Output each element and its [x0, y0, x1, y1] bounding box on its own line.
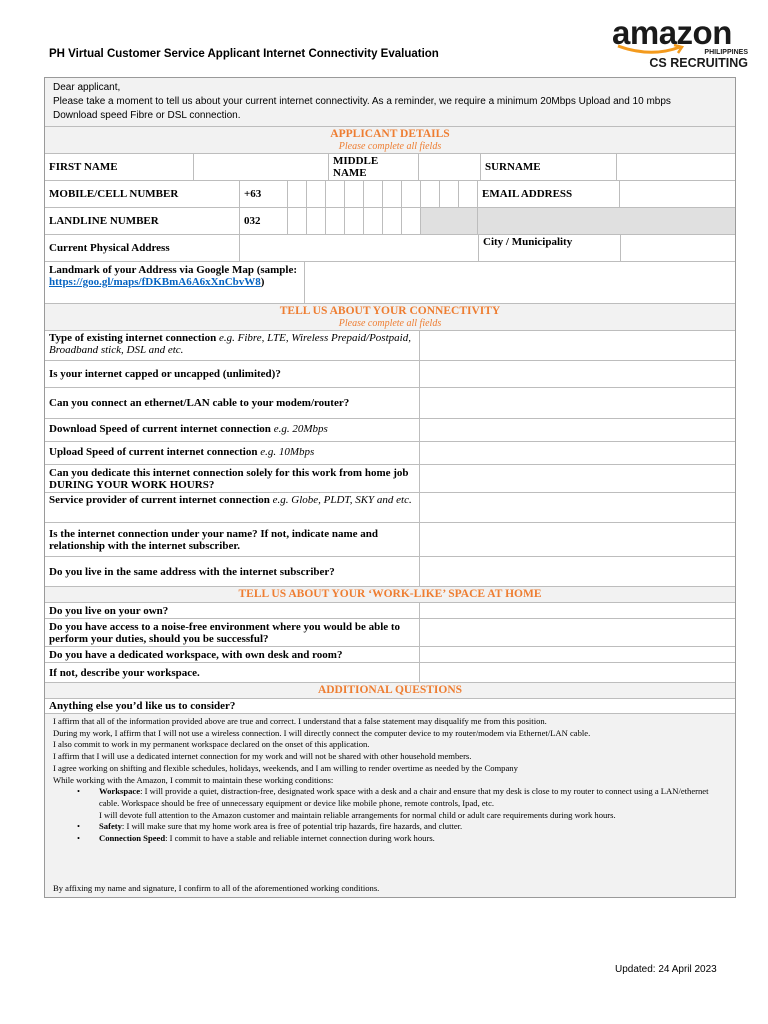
condition-text: : I commit to have a stable and reliable internet connection during work hours.: [165, 833, 435, 844]
question-row: [45, 464, 735, 492]
applicant-heading: APPLICANT DETAILS: [330, 128, 450, 140]
question-label: [45, 493, 419, 522]
signature-spacer: [53, 845, 727, 883]
first-name-label: FIRST NAME: [49, 161, 118, 173]
workspace-section-header: [45, 587, 735, 602]
question-label: [45, 419, 419, 441]
landmark-label-close: ): [260, 276, 265, 288]
amazon-cs-recruiting-logo: [606, 14, 756, 72]
intro-line-1: Please take a moment to tell us about your current internet connectivity. As a reminder, we require a minimum 20Mbps Upload and 10 mbps: [53, 96, 671, 107]
question-text: Can you connect an ethernet/LAN cable to your modem/router?: [49, 397, 350, 409]
additional-question-row: [45, 698, 735, 713]
intro-greeting: Dear applicant,: [53, 82, 121, 93]
question-row: [45, 602, 735, 618]
answer-field[interactable]: [419, 603, 735, 618]
question-example: e.g. Fibre, LTE, Wireless Prepaid/Postpaid, Broadband stick, DSL and etc.: [49, 332, 411, 356]
question-row: [45, 492, 735, 522]
landline-digit-box[interactable]: [363, 208, 382, 234]
answer-field[interactable]: [419, 663, 735, 682]
question-row: [45, 441, 735, 464]
question-row: [45, 418, 735, 441]
landmark-label: [45, 262, 304, 303]
mobile-digit-box[interactable]: [420, 181, 439, 207]
question-text: Service provider of current internet connection: [49, 494, 270, 506]
question-row: [45, 387, 735, 418]
landmark-sample-link[interactable]: https://goo.gl/maps/fDKBmA6A6xXnCbvW8: [49, 276, 261, 288]
question-text: Is the internet connection under your name? If not, indicate name and relationship with the internet subscriber.: [49, 527, 378, 552]
first-name-field[interactable]: [193, 154, 328, 180]
answer-field[interactable]: [419, 647, 735, 662]
logo-country: PHILIPPINES: [704, 49, 748, 56]
answer-field[interactable]: [419, 442, 735, 464]
landline-digit-box[interactable]: [401, 208, 420, 234]
question-row: [45, 556, 735, 586]
mobile-row: [45, 180, 735, 207]
question-text: Is your internet capped or uncapped (unlimited)?: [49, 368, 281, 380]
address-label: Current Physical Address: [49, 242, 170, 254]
middle-name-label: MIDDLE NAME: [328, 154, 418, 180]
landmark-field[interactable]: [304, 262, 735, 303]
question-text: Can you dedicate this internet connection solely for this work from home job DURING YOUR WORK HOURS?: [49, 466, 409, 491]
condition-item: [99, 786, 727, 809]
condition-extra-line: I will devote full attention to the Amazon customer and maintain reliable arrangements for normal child or adult care requirements during work hours.: [99, 809, 616, 820]
mobile-digit-box[interactable]: [382, 181, 401, 207]
affirmation-line: While working with the Amazon, I commit to maintain these working conditions:: [53, 774, 334, 785]
mobile-label: MOBILE/CELL NUMBER: [49, 188, 179, 200]
affirmations-block: [45, 714, 735, 897]
mobile-digit-box[interactable]: [458, 181, 477, 207]
conditions-list: [53, 786, 727, 809]
landline-digit-box[interactable]: [287, 208, 306, 234]
landline-digit-box[interactable]: [382, 208, 401, 234]
affirmations-row: [45, 713, 735, 897]
landline-unused-cell: [420, 208, 477, 234]
landmark-row: [45, 261, 735, 303]
landline-digit-box[interactable]: [344, 208, 363, 234]
connectivity-section-header: [45, 304, 735, 330]
answer-field[interactable]: [419, 557, 735, 586]
question-row: [45, 360, 735, 387]
mobile-prefix: +63: [239, 181, 287, 207]
condition-text: : I will provide a quiet, distraction-free, designated work space with a desk and a chair and ensure that my desk is close to my router to connect using a LAN/ethernet cable. Workspace should be free of unnecessary equipment or device like mobile phone, remote controls, Ipad, etc.: [99, 786, 709, 808]
smile-arrow-icon: [616, 44, 686, 56]
mobile-digit-box[interactable]: [401, 181, 420, 207]
logo-team: CS RECRUITING: [649, 56, 748, 70]
question-row: [45, 662, 735, 682]
signature-confirmation: By affixing my name and signature, I confirm to all of the aforementioned working conditions.: [53, 882, 380, 893]
connectivity-subheading: Please complete all fields: [338, 318, 442, 329]
condition-title: Connection Speed: [99, 833, 166, 844]
question-label: [45, 331, 419, 360]
question-text: Do you live in the same address with the internet subscriber?: [49, 565, 335, 578]
landline-label: LANDLINE NUMBER: [49, 215, 159, 227]
address-field[interactable]: [239, 235, 478, 261]
answer-field[interactable]: [419, 619, 735, 646]
answer-field[interactable]: [419, 523, 735, 556]
question-label: [45, 442, 419, 464]
answer-field[interactable]: [419, 493, 735, 522]
middle-name-field[interactable]: [418, 154, 480, 180]
answer-field[interactable]: [419, 331, 735, 360]
workspace-section-row: [45, 586, 735, 602]
landline-digit-box[interactable]: [325, 208, 344, 234]
question-text: Upload Speed of current internet connection: [49, 446, 258, 458]
connectivity-heading: TELL US ABOUT YOUR CONNECTIVITY: [279, 305, 501, 317]
email-field[interactable]: [619, 181, 735, 207]
question-example: e.g. 10Mbps: [257, 446, 315, 458]
condition-title: Workspace: [99, 786, 141, 797]
landline-prefix: 032: [239, 208, 287, 234]
affirmation-line: I also commit to work in my permanent workspace declared on the onset of this application.: [53, 739, 370, 750]
surname-field[interactable]: [616, 154, 735, 180]
question-row: [45, 618, 735, 646]
mobile-digit-box[interactable]: [344, 181, 363, 207]
condition-item: [99, 833, 727, 845]
affirmation-line: I agree working on shifting and flexible schedules, holidays, weekends, and I am willing to render overtime as needed by the Company: [53, 762, 518, 773]
mobile-digit-box[interactable]: [325, 181, 344, 207]
condition-text: : I will make sure that my home work area is free of potential trip hazards, fire hazards, and clutter.: [121, 821, 463, 832]
applicant-subheading: Please complete all fields: [338, 141, 442, 152]
landline-unused-cell: [477, 208, 735, 234]
document-title: PH Virtual Customer Service Applicant Internet Connectivity Evaluation: [49, 48, 439, 60]
question-text: Type of existing internet connection: [49, 332, 217, 344]
question-text: Do you have access to a noise-free environment where you would be able to perform your duties, should you be successful?: [49, 620, 401, 645]
question-example: e.g. 20Mbps: [270, 423, 328, 435]
connectivity-section-row: [45, 303, 735, 330]
logo-wordmark: amazon: [612, 14, 732, 51]
updated-date: Updated: 24 April 2023: [615, 964, 717, 975]
additional-section-row: [45, 682, 735, 698]
mobile-digit-box[interactable]: [439, 181, 458, 207]
evaluation-form: [44, 77, 736, 898]
intro-row: [45, 78, 735, 126]
mobile-digit-box[interactable]: [306, 181, 325, 207]
answer-field[interactable]: [419, 361, 735, 387]
question-text: Do you have a dedicated workspace, with own desk and room?: [49, 648, 343, 661]
applicant-section-header: [45, 127, 735, 153]
landmark-label-text: Landmark of your Address via Google Map (sample:: [49, 264, 298, 276]
question-row: [45, 522, 735, 556]
city-field[interactable]: [620, 235, 735, 261]
surname-label: SURNAME: [480, 154, 616, 180]
workspace-heading: TELL US ABOUT YOUR ‘WORK-LIKE’ SPACE AT HOME: [238, 588, 542, 600]
question-text: If not, describe your workspace.: [49, 666, 200, 679]
mobile-digit-box[interactable]: [363, 181, 382, 207]
condition-item: [99, 821, 727, 833]
condition-title: Safety: [99, 821, 122, 832]
city-label: City / Municipality: [478, 235, 620, 261]
affirmation-line: I affirm that all of the information provided above are true and correct. I understand that a false statement may disqualify me from this position.: [53, 716, 547, 726]
landline-row: [45, 207, 735, 234]
question-row: [45, 646, 735, 662]
applicant-section-row: [45, 126, 735, 153]
email-label: EMAIL ADDRESS: [477, 181, 619, 207]
address-row: [45, 234, 735, 261]
additional-question-text: Anything else you’d like us to consider?: [49, 700, 236, 712]
affirmation-line: I affirm that I will use a dedicated internet connection for my work and will not be shared with other household members.: [53, 751, 472, 762]
intro-text: [45, 78, 735, 126]
affirmation-line: During my work, I affirm that I will not use a wireless connection. I will directly connect the computer device to my router/modem via Ethernet/LAN cable.: [53, 727, 591, 738]
question-row: [45, 330, 735, 360]
answer-field[interactable]: [419, 388, 735, 418]
question-example: e.g. Globe, PLDT, SKY and etc.: [269, 494, 412, 506]
additional-section-header: [45, 683, 735, 698]
additional-heading: ADDITIONAL QUESTIONS: [317, 684, 463, 696]
landline-digit-box[interactable]: [306, 208, 325, 234]
intro-line-2: Download speed Fibre or DSL connection.: [53, 110, 241, 121]
conditions-list: [53, 821, 727, 844]
mobile-digit-box[interactable]: [287, 181, 306, 207]
answer-field[interactable]: [419, 465, 735, 492]
question-text: Download Speed of current internet connection: [49, 423, 271, 435]
name-row: [45, 153, 735, 180]
question-text: Do you live on your own?: [49, 604, 169, 617]
answer-field[interactable]: [419, 419, 735, 441]
